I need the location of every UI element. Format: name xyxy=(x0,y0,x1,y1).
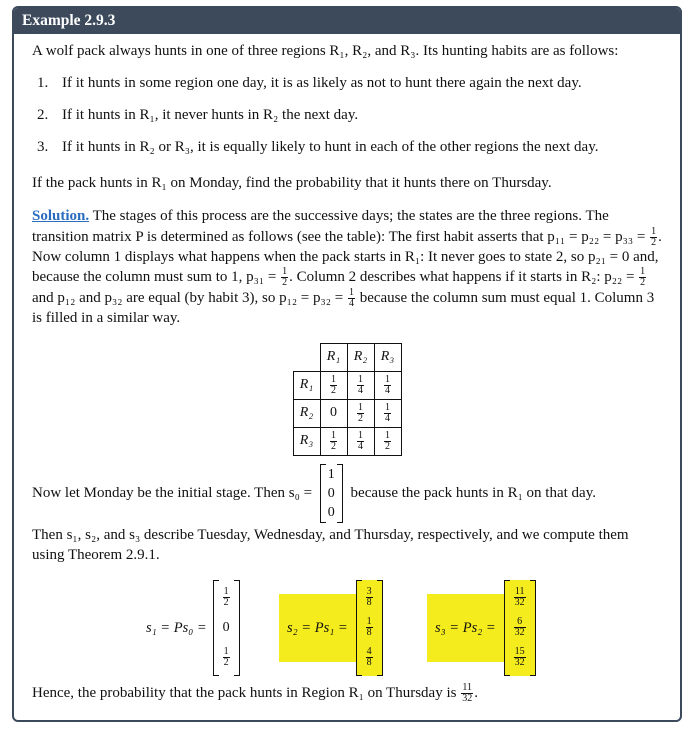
vector-s3-group xyxy=(427,579,536,677)
table-row xyxy=(293,343,401,371)
habit-item: 3. If it hunts in R₂ or R₃, it is equally likely to hunt in each of the other regions the next day. xyxy=(52,137,662,157)
table-cell: $\frac{1}{4}$ xyxy=(347,427,374,455)
table-col-header: R₁ xyxy=(320,343,347,371)
table-row xyxy=(293,371,401,399)
table-cell: $\frac{1}{2}$ xyxy=(320,427,347,455)
s2-equation: s₂ = Ps₁ = xyxy=(279,594,356,662)
solution-label[interactable]: Solution. xyxy=(32,208,90,224)
solution-text-2d: and p₁₂ and p₃₂ are equal (by habit 3), so p₁₂ = p₃₂ = xyxy=(32,289,344,306)
solution-text-2b: . Now column 1 displays what happens when the pack starts in R₁: It never goes to state 2, so p₂₁ = 0 and, because the column must sum to 1, p₃₁ = xyxy=(32,228,662,285)
habits-list xyxy=(32,73,662,157)
table-row xyxy=(293,399,401,427)
table-col-header: R₂ xyxy=(347,343,374,371)
monday-text-after: because the pack hunts in R₁ on that day. xyxy=(350,484,596,501)
table-cell: $\frac{1}{4}$ xyxy=(347,371,374,399)
fraction-half: $\frac{1}{2}$ xyxy=(282,266,288,288)
table-row xyxy=(293,427,401,455)
monday-text-before: Now let Monday be the initial stage. Then s₀ = xyxy=(32,484,313,501)
solution-text-3: because the column sum must equal 1. Column 3 is filled in a similar way. xyxy=(32,289,655,326)
example-content xyxy=(14,34,680,704)
monday-paragraph xyxy=(32,464,662,523)
conclusion-period: . xyxy=(474,684,478,701)
table-cell: $\frac{1}{2}$ xyxy=(374,427,401,455)
solution-text-2a: p₁₁ = p₂₂ = p₃₃ = xyxy=(547,228,646,245)
table-cell: $\frac{1}{2}$ xyxy=(320,371,347,399)
habit-item: 1. If it hunts in some region one day, it is as likely as not to hunt there again the next day. xyxy=(52,73,662,93)
state-vectors-row xyxy=(32,579,662,677)
intro-text: A wolf pack always hunts in one of three regions R₁, R₂, and R₃. Its hunting habits are as follows: xyxy=(32,43,619,59)
vector-s2-group xyxy=(279,579,383,677)
fraction-half: $\frac{1}{2}$ xyxy=(640,266,646,288)
vector-s2: $\frac{3}{8}$ $\frac{1}{8}$ $\frac{4}{8}$ xyxy=(356,580,383,676)
table-row-header: R₂ xyxy=(293,399,320,427)
fraction-half: $\frac{1}{2}$ xyxy=(651,225,657,248)
example-title: Example 2.9.3 xyxy=(14,8,680,34)
fraction-quarter: $\frac{1}{4}$ xyxy=(348,287,354,309)
s1-equation: s₁ = Ps₀ = xyxy=(146,619,207,636)
conclusion-paragraph xyxy=(32,683,662,704)
conclusion-text: Hence, the probability that the pack hunts in Region R₁ on Thursday is xyxy=(32,684,457,701)
solution-text-2c: . Column 2 describes what happens if it starts in R₂: p₂₂ = xyxy=(289,268,635,285)
vector-s3: $\frac{11}{32}$ $\frac{6}{32}$ $\frac{15}{32}$ xyxy=(504,580,536,676)
fraction-answer: $\frac{11}{32}$ xyxy=(462,681,473,704)
table-row-header: R₃ xyxy=(293,427,320,455)
table-row-header: R₁ xyxy=(293,371,320,399)
question-text: If the pack hunts in R₁ on Monday, find the probability that it hunts there on Thursday. xyxy=(32,175,552,191)
table-cell: 0 xyxy=(320,399,347,427)
table-cell: $\frac{1}{2}$ xyxy=(347,399,374,427)
solution-text-1: The stages of this process are the successive days; the states are the three regions. The transition matrix P is determined as follows (see the table): The first habit asserts that xyxy=(32,208,609,245)
s3-equation: s₃ = Ps₂ = xyxy=(427,594,504,662)
table-cell: $\frac{1}{4}$ xyxy=(374,371,401,399)
example-box xyxy=(12,6,682,722)
vector-s1: $\frac{1}{2}$ 0 $\frac{1}{2}$ xyxy=(213,580,240,676)
habit-item: 2. If it hunts in R₁, it never hunts in R₂ the next day. xyxy=(52,105,662,125)
vector-s1-group xyxy=(146,579,240,677)
solution-paragraph xyxy=(32,207,662,329)
transition-table xyxy=(293,343,402,456)
table-col-header: R₃ xyxy=(374,343,401,371)
then-paragraph: Then s₁, s₂, and s₃ describe Tuesday, Wednesday, and Thursday, respectively, and we compute them using Theorem 2.9.1. xyxy=(32,526,629,563)
table-corner xyxy=(293,343,320,371)
initial-state-vector: 1 0 0 xyxy=(320,464,343,523)
table-cell: $\frac{1}{4}$ xyxy=(374,399,401,427)
